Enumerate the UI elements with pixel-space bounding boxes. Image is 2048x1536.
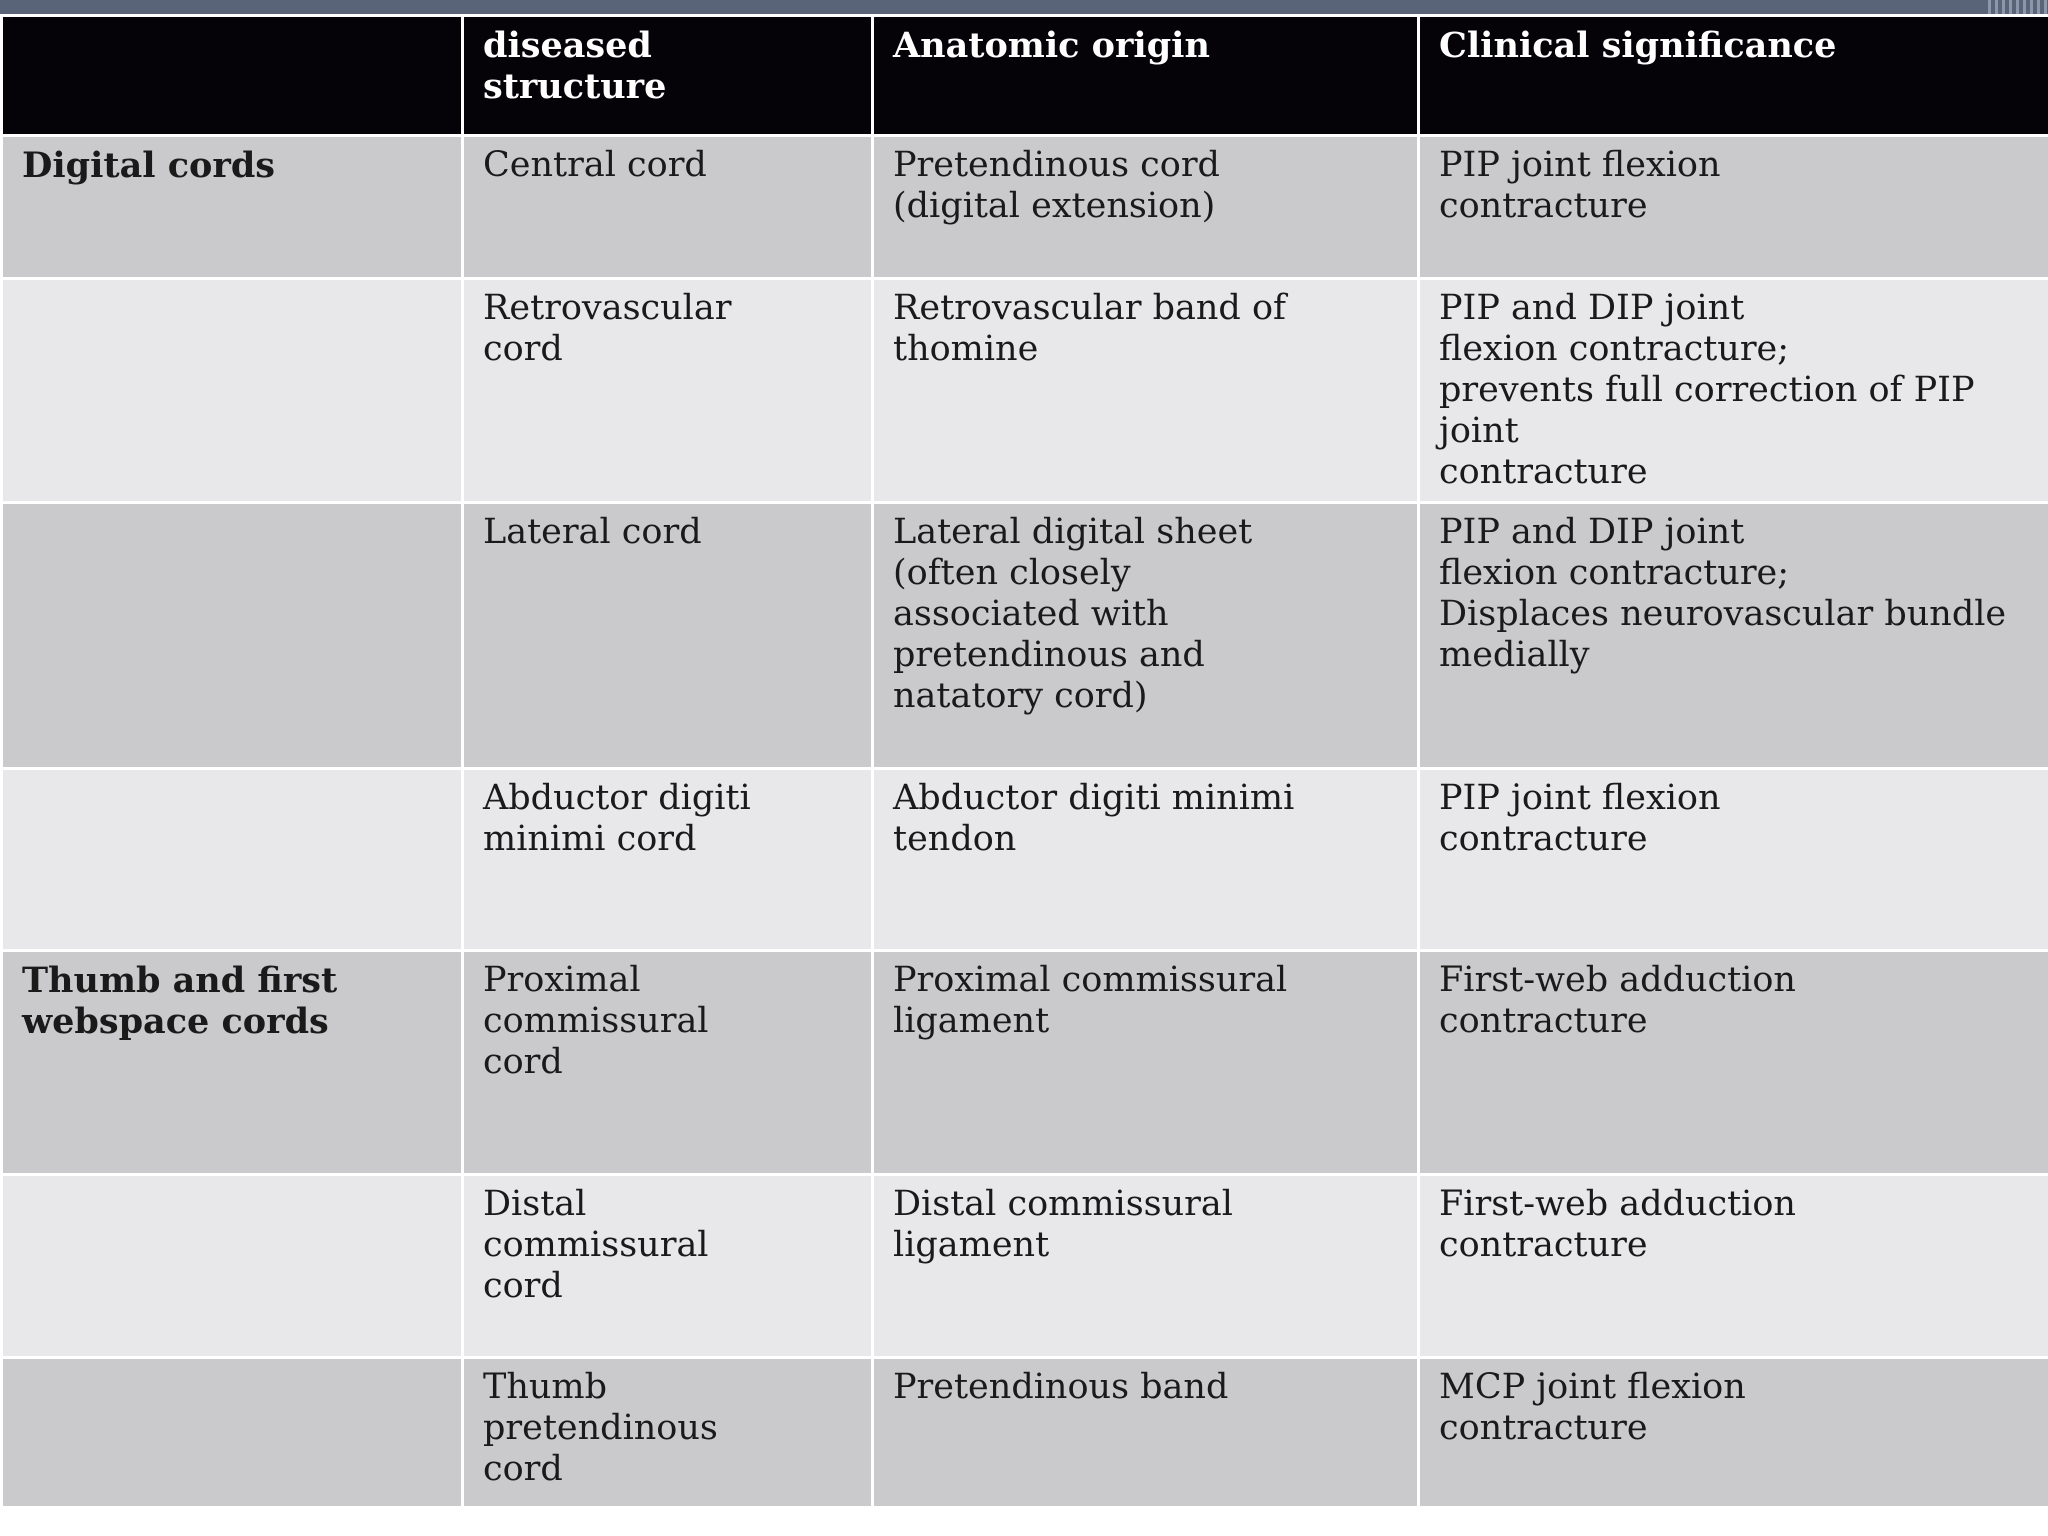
origin-text: Retrovascular band of thomine bbox=[893, 288, 1286, 369]
table-row bbox=[2, 769, 2048, 951]
significance-text: PIP and DIP joint flexion contracture; Displaces neurovascular bundle medially bbox=[1439, 512, 2007, 675]
significance-text: MCP joint flexion contracture bbox=[1439, 1367, 1746, 1448]
origin-cell bbox=[873, 279, 1419, 503]
header-diseased-structure-label: diseased structure bbox=[483, 25, 667, 107]
structure-text: Distal commissural cord bbox=[483, 1184, 709, 1306]
significance-text: PIP joint flexion contracture bbox=[1439, 145, 1721, 226]
origin-cell bbox=[873, 136, 1419, 279]
group-cell bbox=[2, 1358, 463, 1508]
table-row bbox=[2, 136, 2048, 279]
significance-cell bbox=[1419, 1358, 2048, 1508]
structure-text: Retrovascular cord bbox=[483, 288, 732, 369]
structure-text: Abductor digiti minimi cord bbox=[483, 778, 751, 859]
table-row bbox=[2, 951, 2048, 1175]
group-cell bbox=[2, 279, 463, 503]
table-row bbox=[2, 279, 2048, 503]
structure-cell bbox=[463, 279, 873, 503]
cords-table bbox=[0, 14, 2048, 1509]
header-anatomic-origin bbox=[873, 16, 1419, 136]
table-header-row bbox=[2, 16, 2048, 136]
structure-cell bbox=[463, 136, 873, 279]
group-cell bbox=[2, 951, 463, 1175]
structure-text: Thumb pretendinous cord bbox=[483, 1367, 718, 1489]
origin-text: Abductor digiti minimi tendon bbox=[893, 778, 1295, 859]
structure-cell bbox=[463, 1358, 873, 1508]
significance-cell bbox=[1419, 1175, 2048, 1358]
significance-cell bbox=[1419, 279, 2048, 503]
top-decorative-bar bbox=[0, 0, 2048, 14]
table-row bbox=[2, 1358, 2048, 1508]
structure-text: Proximal commissural cord bbox=[483, 960, 709, 1082]
table-row bbox=[2, 503, 2048, 769]
group-cell bbox=[2, 1175, 463, 1358]
significance-cell bbox=[1419, 136, 2048, 279]
header-group bbox=[2, 16, 463, 136]
origin-cell bbox=[873, 1358, 1419, 1508]
significance-text: PIP and DIP joint flexion contracture; prevents full correction of PIP joint contracture bbox=[1439, 288, 1975, 492]
header-clinical-significance bbox=[1419, 16, 2048, 136]
origin-text: Distal commissural ligament bbox=[893, 1184, 1233, 1265]
group-cell bbox=[2, 136, 463, 279]
group-label: Digital cords bbox=[22, 145, 276, 186]
origin-cell bbox=[873, 951, 1419, 1175]
header-diseased-structure bbox=[463, 16, 873, 136]
origin-cell bbox=[873, 1175, 1419, 1358]
significance-cell bbox=[1419, 503, 2048, 769]
significance-text: First-web adduction contracture bbox=[1439, 960, 1796, 1041]
origin-text: Pretendinous band bbox=[893, 1367, 1229, 1407]
origin-cell bbox=[873, 769, 1419, 951]
group-cell bbox=[2, 503, 463, 769]
significance-text: PIP joint flexion contracture bbox=[1439, 778, 1721, 859]
origin-text: Lateral digital sheet (often closely associated with pretendinous and natatory cord) bbox=[893, 512, 1253, 716]
origin-text: Pretendinous cord (digital extension) bbox=[893, 145, 1220, 226]
origin-text: Proximal commissural ligament bbox=[893, 960, 1288, 1041]
origin-cell bbox=[873, 503, 1419, 769]
structure-cell bbox=[463, 951, 873, 1175]
structure-cell bbox=[463, 1175, 873, 1358]
structure-cell bbox=[463, 769, 873, 951]
significance-text: First-web adduction contracture bbox=[1439, 1184, 1796, 1265]
significance-cell bbox=[1419, 769, 2048, 951]
header-clinical-significance-label: Clinical significance bbox=[1439, 25, 1837, 66]
top-bar-accent bbox=[1988, 0, 2048, 14]
group-label: Thumb and first webspace cords bbox=[22, 960, 338, 1042]
structure-text: Lateral cord bbox=[483, 512, 702, 552]
significance-cell bbox=[1419, 951, 2048, 1175]
group-cell bbox=[2, 769, 463, 951]
structure-cell bbox=[463, 503, 873, 769]
structure-text: Central cord bbox=[483, 145, 707, 185]
header-anatomic-origin-label: Anatomic origin bbox=[893, 25, 1210, 66]
table-row bbox=[2, 1175, 2048, 1358]
